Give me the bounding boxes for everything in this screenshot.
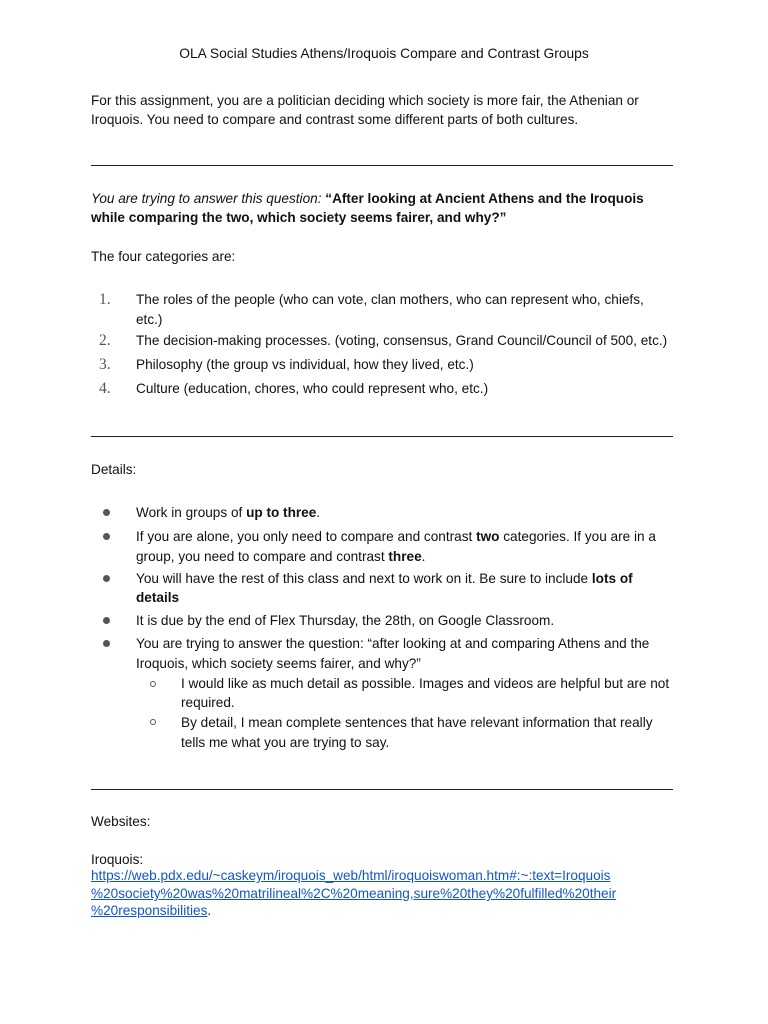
categories-heading: The four categories are: [91, 249, 236, 264]
detail-text: Work in groups of [136, 505, 247, 520]
document-title: OLA Social Studies Athens/Iroquois Compare and Contrast Groups [179, 46, 589, 61]
detail-text: . [421, 549, 426, 564]
detail-item-1 [136, 503, 320, 523]
detail-item-2-line-2 [136, 547, 425, 567]
intro-line-2: Iroquois. You need to compare and contrast some different parts of both cultures. [91, 112, 579, 127]
sub-item-1-line-1: I would like as much detail as possible. Images and videos are helpful but are not [181, 676, 670, 691]
sub-item-2-line-1: By detail, I mean complete sentences that have relevant information that really [181, 715, 653, 730]
iroquois-label: Iroquois: [91, 852, 144, 867]
bullet-marker [103, 617, 110, 624]
intro-line-1: For this assignment, you are a politician deciding which society is more fair, the Athenian or [91, 93, 639, 108]
question-text-part-2: while comparing the two, which society seems fairer, and why?” [91, 210, 507, 225]
detail-text: You will have the rest of this class and next to work on it. Be sure to include [136, 571, 592, 586]
list-number: 2. [99, 332, 111, 349]
detail-emphasis: three [388, 549, 422, 564]
divider [91, 436, 673, 437]
detail-text: categories. If you are in a [499, 529, 656, 544]
detail-text: If you are alone, you only need to compare and contrast [136, 529, 477, 544]
detail-item-5-line-1: You are trying to answer the question: “after looking at and comparing Athens and the [136, 636, 650, 651]
iroquois-link[interactable]: https://web.pdx.edu/~caskeym/iroquois_web/html/iroquoiswoman.htm#:~:text=Iroquois [91, 868, 611, 883]
iroquois-link-line-3[interactable] [91, 901, 211, 921]
category-item-3: Philosophy (the group vs individual, how they lived, etc.) [136, 357, 474, 372]
websites-heading: Websites: [91, 814, 151, 829]
sub-bullet-marker [150, 719, 156, 725]
detail-item-3-line-2: details [136, 590, 180, 605]
details-heading: Details: [91, 462, 137, 477]
iroquois-link-line-1[interactable] [91, 866, 610, 886]
link-trailing-period: . [207, 903, 212, 918]
divider [91, 165, 673, 166]
list-number: 4. [99, 380, 111, 397]
divider [91, 789, 673, 790]
sub-item-2-line-2: tells me what you are trying to say. [181, 735, 390, 750]
question-text-part-1: “After looking at Ancient Athens and the Iroquois [325, 191, 644, 206]
detail-item-4: It is due by the end of Flex Thursday, the 28th, on Google Classroom. [136, 613, 555, 628]
sub-bullet-marker [150, 681, 156, 687]
bullet-marker [103, 533, 110, 540]
detail-text: group, you need to compare and contrast [136, 549, 389, 564]
category-item-4: Culture (education, chores, who could represent who, etc.) [136, 381, 489, 396]
question-lead: You are trying to answer this question: [91, 191, 322, 206]
category-item-1-line-1: The roles of the people (who can vote, clan mothers, who can represent who, chiefs, [136, 292, 644, 307]
detail-text: . [316, 505, 321, 520]
category-item-1-line-2: etc.) [136, 312, 163, 327]
bullet-marker [103, 509, 110, 516]
detail-item-5-line-2: Iroquois, which society seems fairer, and why?” [136, 656, 421, 671]
list-number: 3. [99, 356, 111, 373]
bullet-marker [103, 640, 110, 647]
iroquois-link[interactable]: %20responsibilities [91, 903, 208, 918]
detail-emphasis: lots of [591, 571, 633, 586]
detail-emphasis: two [476, 529, 500, 544]
question-line-1 [91, 189, 644, 209]
bullet-marker [103, 575, 110, 582]
sub-item-1-line-2: required. [181, 695, 235, 710]
category-item-2: The decision-making processes. (voting, consensus, Grand Council/Council of 500, etc.) [136, 333, 668, 348]
list-number: 1. [99, 291, 111, 308]
detail-emphasis: up to three [246, 505, 317, 520]
detail-item-2-line-1 [136, 527, 656, 547]
detail-item-3-line-1 [136, 569, 633, 589]
iroquois-link[interactable]: %20society%20was%20matrilineal%2C%20meaning,sure%20they%20fulfilled%20their [91, 886, 617, 901]
